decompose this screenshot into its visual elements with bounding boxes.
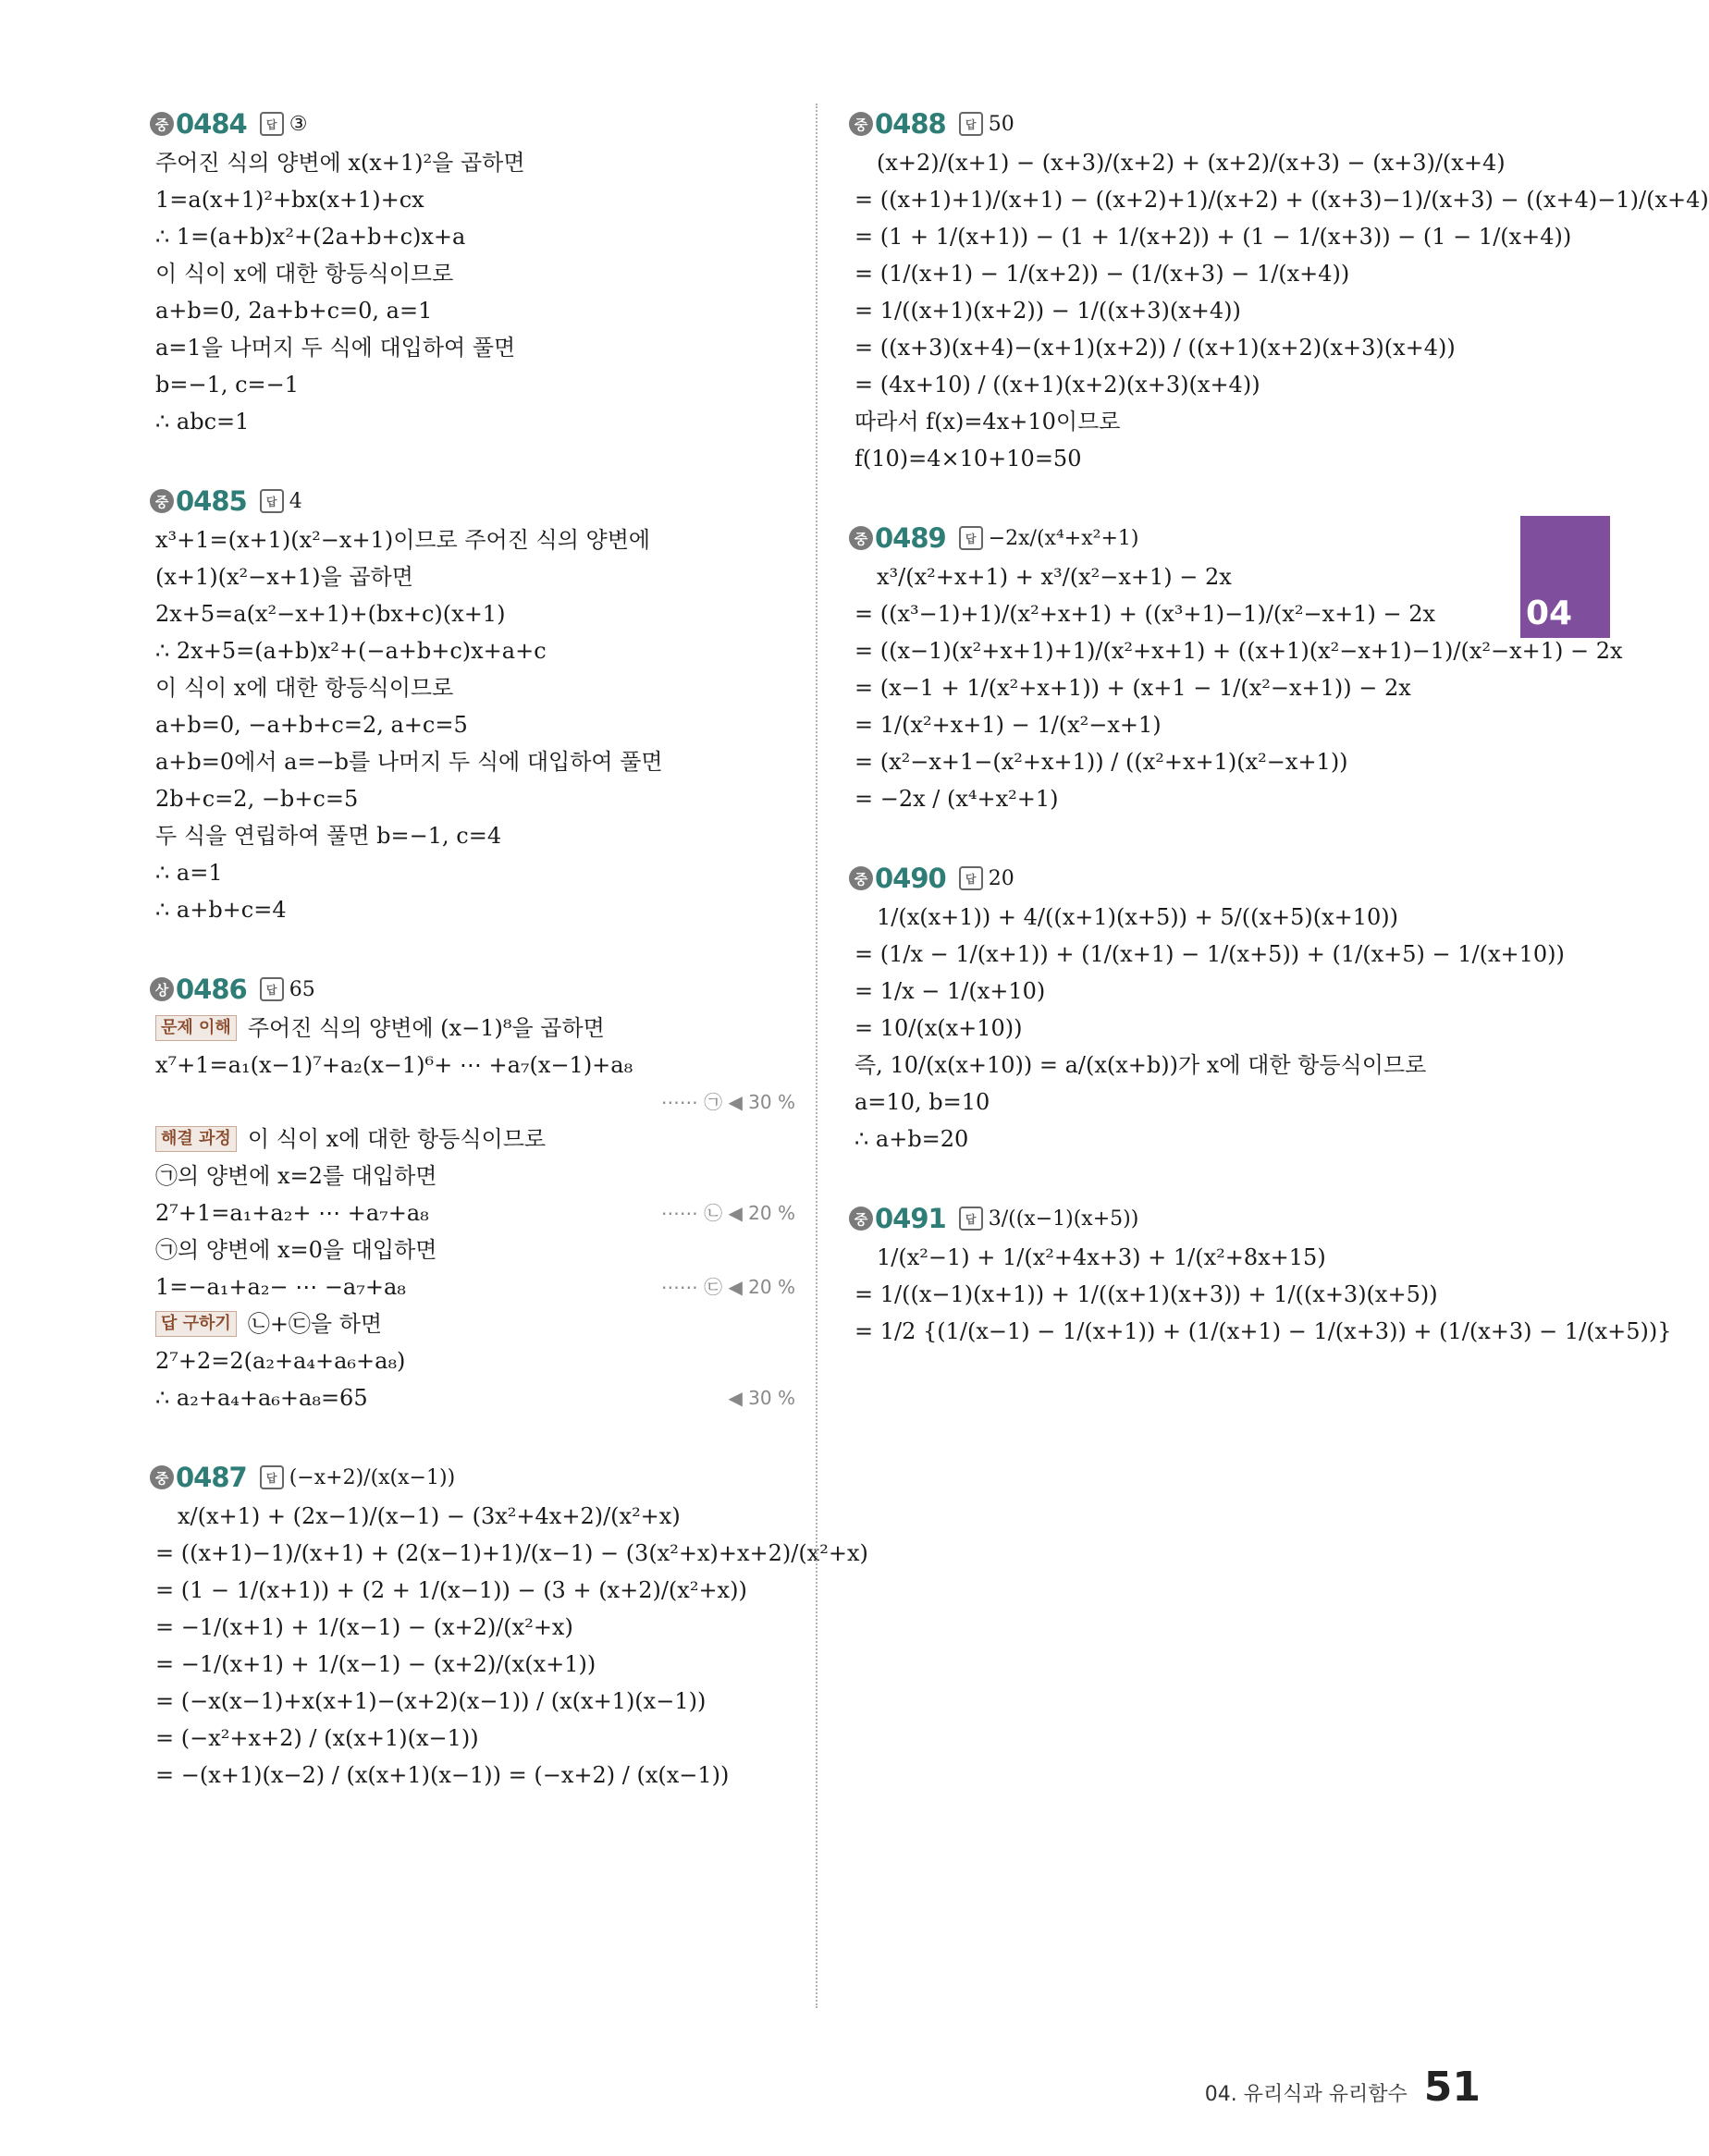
- problem-header: [150, 104, 797, 144]
- answer-value: 65: [289, 977, 315, 1001]
- solution-text: = (1/x − 1/(x+1)) + (1/(x+1) − 1/(x+5)) + (1/(x+5) − 1/(x+10)): [854, 941, 1565, 967]
- solution-line: [849, 1239, 1478, 1276]
- solution-text: (x+2)/(x+1) − (x+3)/(x+2) + (x+2)/(x+3) − (x+3)/(x+4): [877, 150, 1506, 176]
- solution-text: x/(x+1) + (2x−1)/(x−1) − (3x²+4x+2)/(x²+x): [178, 1503, 681, 1529]
- solution-text: = ((x³−1)+1)/(x²+x+1) + ((x³+1)−1)/(x²−x+1) − 2x: [854, 601, 1435, 627]
- solution-text: = ((x+3)(x+4)−(x+1)(x+2)) / ((x+1)(x+2)(x+3)(x+4)): [854, 335, 1456, 361]
- solution-line: [849, 743, 1478, 780]
- problem-0486: [150, 969, 797, 1416]
- solution-line: [150, 891, 797, 928]
- problem-header: [849, 104, 1478, 144]
- answer-value: 20: [988, 866, 1014, 890]
- problem-number: 0487: [176, 1462, 247, 1493]
- problem-header: [849, 858, 1478, 899]
- solution-line: [849, 669, 1478, 706]
- solution-text: = −(x+1)(x−2) / (x(x+1)(x−1)) = (−x+2) / (x(x−1)): [155, 1762, 730, 1788]
- solution-line: [849, 366, 1478, 403]
- solution-text: x³/(x²+x+1) + x³/(x²−x+1) − 2x: [877, 564, 1232, 590]
- solution-text: 1/(x²−1) + 1/(x²+4x+3) + 1/(x²+8x+15): [877, 1244, 1326, 1270]
- solution-line: [150, 669, 797, 706]
- solution-line: [150, 329, 797, 366]
- solution-text: = −2x / (x⁴+x²+1): [854, 786, 1059, 812]
- solution-text: = 10/(x(x+10)): [854, 1015, 1023, 1041]
- solution-text: a+b=0, 2a+b+c=0, a=1: [155, 298, 433, 324]
- solution-line: [849, 558, 1478, 595]
- solution-text: 이 식이 x에 대한 항등식이므로: [155, 675, 454, 701]
- problem-header: [849, 1198, 1478, 1239]
- solution-line: [150, 558, 797, 595]
- answer-icon: 답: [959, 866, 983, 890]
- solution-text: = (x−1 + 1/(x²+x+1)) + (x+1 − 1/(x²−x+1)) − 2x: [854, 675, 1411, 701]
- solution-text: 1=−a₁+a₂− ⋯ −a₇+a₈: [155, 1274, 406, 1300]
- solution-line: [849, 1276, 1478, 1313]
- solution-text: ∴ abc=1: [155, 409, 250, 435]
- solution-text: = (1/(x+1) − 1/(x+2)) − (1/(x+3) − 1/(x+4)): [854, 261, 1350, 287]
- solution-line: [150, 780, 797, 817]
- problem-0488: [849, 104, 1709, 477]
- difficulty-badge: 중: [849, 866, 873, 890]
- solution-line: [150, 403, 797, 440]
- answer-value: 4: [289, 489, 302, 513]
- difficulty-badge: 중: [849, 112, 873, 136]
- solution-text: b=−1, c=−1: [155, 372, 300, 398]
- solution-text: a+b=0, −a+b+c=2, a+c=5: [155, 712, 468, 738]
- solution-text: = ((x+1)−1)/(x+1) + (2(x−1)+1)/(x−1) − (3(x²+x)+x+2)/(x²+x): [155, 1540, 868, 1566]
- solution-line: [849, 1313, 1672, 1350]
- page-footer: [1205, 2064, 1481, 2111]
- solution-line: [150, 1757, 797, 1794]
- problem-number: 0486: [176, 974, 247, 1005]
- chapter-side-tab: [1520, 516, 1610, 638]
- answer-value: 50: [988, 112, 1014, 136]
- solution-line: [849, 181, 1709, 218]
- solution-line: [849, 144, 1506, 181]
- solution-line: [849, 1084, 1478, 1121]
- solution-text: = (4x+10) / ((x+1)(x+2)(x+3)(x+4)): [854, 372, 1260, 398]
- solution-line: [849, 936, 1565, 973]
- left-column: [150, 104, 868, 1834]
- score-mark: ⋯⋯ ㉢ ◀ 20 %: [660, 1276, 795, 1298]
- solution-text: = ((x−1)(x²+x+1)+1)/(x²+x+1) + ((x+1)(x²−x+1)−1)/(x²−x+1) − 2x: [854, 638, 1623, 664]
- problem-number: 0485: [176, 485, 247, 517]
- solution-text: ∴ 1=(a+b)x²+(2a+b+c)x+a: [155, 224, 466, 250]
- solution-line: [150, 1683, 797, 1720]
- solution-text: = (−x²+x+2) / (x(x+1)(x−1)): [155, 1725, 479, 1751]
- solution-line: [849, 1047, 1478, 1084]
- solution-text: a=1을 나머지 두 식에 대입하여 풀면: [155, 335, 516, 361]
- solution-text: = (−x(x−1)+x(x+1)−(x+2)(x−1)) / (x(x+1)(x−1)): [155, 1688, 707, 1714]
- solution-line: [150, 1047, 797, 1084]
- solution-text: a+b=0에서 a=−b를 나머지 두 식에 대입하여 풀면: [155, 749, 663, 775]
- solution-line: [150, 366, 797, 403]
- solution-line: [849, 595, 1478, 632]
- step-tag: 답 구하기: [155, 1311, 237, 1337]
- solution-line: [150, 817, 797, 854]
- difficulty-badge: 중: [849, 1207, 873, 1231]
- solution-line: [849, 780, 1478, 817]
- solution-text: ∴ 2x+5=(a+b)x²+(−a+b+c)x+a+c: [155, 638, 547, 664]
- problem-number: 0491: [875, 1203, 946, 1234]
- solution-text: ∴ a₂+a₄+a₆+a₈=65: [155, 1385, 368, 1411]
- solution-text: ∴ a+b=20: [854, 1126, 969, 1152]
- solution-text: ∴ a+b+c=4: [155, 897, 287, 923]
- difficulty-badge: 중: [150, 1465, 174, 1489]
- solution-text: = (1 − 1/(x+1)) + (2 + 1/(x−1)) − (3 + (x+2)/(x²+x)): [155, 1577, 747, 1603]
- solution-line: [150, 1231, 797, 1268]
- solution-line: [150, 1305, 797, 1342]
- solution-line: [849, 899, 1478, 936]
- answer-value: (−x+2)/(x(x−1)): [289, 1465, 456, 1489]
- step-tag: 해결 과정: [155, 1126, 237, 1152]
- solution-line: [849, 706, 1478, 743]
- solution-text: ㉠의 양변에 x=0을 대입하면: [155, 1237, 437, 1263]
- solution-line: [150, 1010, 797, 1047]
- solution-text: 주어진 식의 양변에 (x−1)⁸을 곱하면: [247, 1015, 605, 1041]
- page-number: 51: [1423, 2064, 1481, 2111]
- answer-icon: 답: [959, 526, 983, 550]
- column-divider: [816, 104, 818, 2008]
- solution-text: a=10, b=10: [854, 1089, 990, 1115]
- problem-number: 0488: [875, 108, 946, 140]
- solution-line: [849, 1121, 1478, 1158]
- solution-text: 두 식을 연립하여 풀면 b=−1, c=4: [155, 823, 502, 849]
- solution-line: [849, 973, 1478, 1010]
- solution-line: [150, 1646, 797, 1683]
- solution-text: ㉡+㉢을 하면: [247, 1311, 383, 1337]
- solution-text: 2⁷+1=a₁+a₂+ ⋯ +a₇+a₈: [155, 1200, 429, 1226]
- solution-line: [150, 1720, 797, 1757]
- solution-line: [150, 1121, 797, 1158]
- solution-text: = 1/x − 1/(x+10): [854, 978, 1046, 1004]
- solution-line: [150, 255, 797, 292]
- solution-line: [849, 403, 1478, 440]
- solution-line: [849, 255, 1478, 292]
- solution-text: 따라서 f(x)=4x+10이므로: [854, 409, 1121, 435]
- solution-text: x³+1=(x+1)(x²−x+1)이므로 주어진 식의 양변에: [155, 527, 651, 553]
- solution-text: 즉, 10/(x(x+10)) = a/(x(x+b))가 x에 대한 항등식이므로: [854, 1052, 1427, 1078]
- answer-icon: 답: [260, 1465, 284, 1489]
- difficulty-badge: 상: [150, 977, 174, 1001]
- solution-text: ∴ a=1: [155, 860, 223, 886]
- solution-line: [150, 1572, 797, 1609]
- solution-text: = −1/(x+1) + 1/(x−1) − (x+2)/(x(x+1)): [155, 1651, 596, 1677]
- solution-line: [150, 743, 797, 780]
- score-mark: ⋯⋯ ㉡ ◀ 20 %: [660, 1202, 795, 1224]
- problem-0485: [150, 481, 797, 928]
- solution-text: = 1/2 {(1/(x−1) − 1/(x+1)) + (1/(x+1) − 1/(x+3)) + (1/(x+3) − 1/(x+5))}: [854, 1318, 1672, 1344]
- solution-line: [150, 854, 797, 891]
- solution-line: [150, 1268, 797, 1305]
- solution-line: [150, 1158, 797, 1194]
- chapter-tab-label: 04: [1526, 594, 1573, 632]
- solution-text: 1/(x(x+1)) + 4/((x+1)(x+5)) + 5/((x+5)(x+10)): [877, 904, 1398, 930]
- solution-text: ㉠의 양변에 x=2를 대입하면: [155, 1163, 437, 1189]
- problem-header: [150, 481, 797, 521]
- problem-number: 0484: [176, 108, 247, 140]
- step-tag: 문제 이해: [155, 1015, 237, 1041]
- solution-line: [150, 144, 797, 181]
- solution-text: = 1/((x+1)(x+2)) − 1/((x+3)(x+4)): [854, 298, 1241, 324]
- solution-text: 이 식이 x에 대한 항등식이므로: [155, 261, 454, 287]
- solution-line: [150, 1084, 797, 1121]
- answer-value: 3/((x−1)(x+5)): [988, 1207, 1139, 1231]
- solution-line: [849, 329, 1478, 366]
- solution-text: 2⁷+2=2(a₂+a₄+a₆+a₈): [155, 1348, 406, 1374]
- problem-number: 0489: [875, 522, 946, 554]
- footer-title: 04. 유리식과 유리함수: [1204, 2083, 1408, 2106]
- solution-text: = (1 + 1/(x+1)) − (1 + 1/(x+2)) + (1 − 1/(x+3)) − (1 − 1/(x+4)): [854, 224, 1572, 250]
- solution-text: = 1/(x²+x+1) − 1/(x²−x+1): [854, 712, 1162, 738]
- difficulty-badge: 중: [150, 489, 174, 513]
- problem-0491: [849, 1198, 1672, 1350]
- solution-line: [150, 632, 797, 669]
- solution-text: 2x+5=a(x²−x+1)+(bx+c)(x+1): [155, 601, 506, 627]
- score-mark: ◀ 30 %: [728, 1387, 795, 1409]
- solution-line: [150, 1342, 797, 1379]
- solution-text: (x+1)(x²−x+1)을 곱하면: [155, 564, 413, 590]
- solution-line: [849, 292, 1478, 329]
- solution-line: [849, 218, 1572, 255]
- solution-line: [150, 1535, 868, 1572]
- answer-icon: 답: [959, 1207, 983, 1231]
- solution-line: [150, 1498, 797, 1535]
- solution-text: 주어진 식의 양변에 x(x+1)²을 곱하면: [155, 150, 525, 176]
- problem-number: 0490: [875, 863, 946, 894]
- score-mark: ⋯⋯ ㉠ ◀ 30 %: [660, 1091, 795, 1113]
- solution-text: = (x²−x+1−(x²+x+1)) / ((x²+x+1)(x²−x+1)): [854, 749, 1348, 775]
- answer-icon: 답: [959, 112, 983, 136]
- problem-header: [150, 969, 797, 1010]
- problem-0489: [849, 518, 1623, 817]
- solution-line: [849, 632, 1623, 669]
- solution-text: x⁷+1=a₁(x−1)⁷+a₂(x−1)⁶+ ⋯ +a₇(x−1)+a₈: [155, 1052, 633, 1078]
- solution-line: [849, 440, 1478, 477]
- solution-line: [150, 292, 797, 329]
- answer-value: −2x/(x⁴+x²+1): [988, 526, 1139, 550]
- problem-header: [150, 1457, 797, 1498]
- solution-text: = 1/((x−1)(x+1)) + 1/((x+1)(x+3)) + 1/((x+3)(x+5)): [854, 1281, 1438, 1307]
- solution-line: [150, 595, 797, 632]
- solution-line: [150, 1609, 797, 1646]
- solution-line: [150, 218, 797, 255]
- difficulty-badge: 중: [150, 112, 174, 136]
- solution-line: [150, 181, 797, 218]
- solution-text: 1=a(x+1)²+bx(x+1)+cx: [155, 187, 424, 213]
- solution-text: = ((x+1)+1)/(x+1) − ((x+2)+1)/(x+2) + ((x+3)−1)/(x+3) − ((x+4)−1)/(x+4): [854, 187, 1709, 213]
- solution-text: f(10)=4×10+10=50: [854, 446, 1082, 472]
- solution-text: = −1/(x+1) + 1/(x−1) − (x+2)/(x²+x): [155, 1614, 573, 1640]
- difficulty-badge: 중: [849, 526, 873, 550]
- solution-line: [849, 1010, 1478, 1047]
- answer-icon: 답: [260, 112, 284, 136]
- problem-0490: [849, 858, 1565, 1158]
- answer-icon: 답: [260, 977, 284, 1001]
- right-column: [849, 104, 1709, 1390]
- solution-line: [150, 1194, 797, 1231]
- solution-line: [150, 706, 797, 743]
- solution-line: [150, 521, 797, 558]
- problem-header: [849, 518, 1478, 558]
- problem-0484: [150, 104, 797, 440]
- problem-0487: [150, 1457, 868, 1794]
- answer-icon: 답: [260, 489, 284, 513]
- solution-line: [150, 1379, 797, 1416]
- solution-text: 이 식이 x에 대한 항등식이므로: [247, 1126, 547, 1152]
- solution-text: 2b+c=2, −b+c=5: [155, 786, 359, 812]
- answer-value: ③: [289, 112, 308, 136]
